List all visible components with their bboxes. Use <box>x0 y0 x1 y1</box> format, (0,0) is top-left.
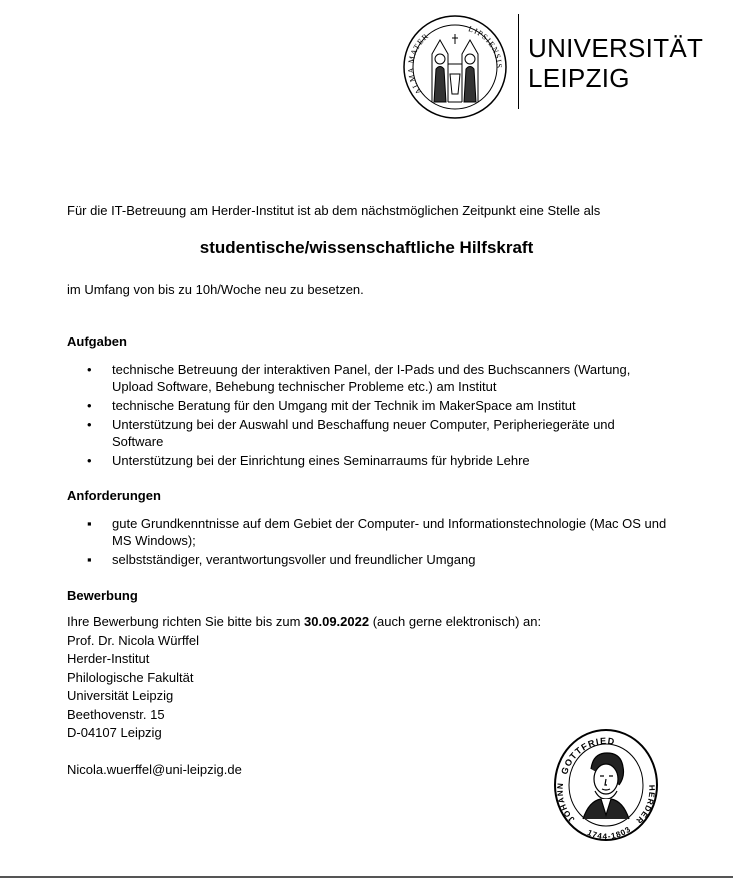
application-block <box>67 613 541 743</box>
herder-seal-text-right: HERDER <box>633 784 657 826</box>
address-line: Universität Leipzig <box>67 688 174 703</box>
footer-rule <box>0 876 733 878</box>
requirements-list <box>67 515 667 570</box>
bullet-icon: • <box>87 362 92 377</box>
svg-text:ALMA MATER <box>406 31 430 96</box>
university-wordmark <box>528 33 703 93</box>
list-item: • technische Betreuung der interaktiven Panel, der I-Pads und des Buchscanners (Wartung, Upload Software, Behebung technischer Probleme etc.) am Institut <box>87 362 631 394</box>
address-line: Herder-Institut <box>67 651 150 666</box>
bullet-icon: • <box>87 417 92 432</box>
herder-portrait-icon <box>583 753 629 819</box>
contact-email[interactable]: Nicola.wuerffel@uni-leipzig.de <box>67 762 242 777</box>
application-heading: Bewerbung <box>67 588 138 603</box>
bullet-icon: • <box>87 398 92 413</box>
seal-text-left: ALMA MATER <box>406 31 431 97</box>
seal-text-right: LIPSIENSIS <box>467 24 504 70</box>
logo-divider <box>518 14 519 109</box>
square-bullet-icon: ▪ <box>87 516 92 531</box>
bullet-icon: • <box>87 453 92 468</box>
herder-seal-years: 1744-1803 <box>585 824 633 842</box>
square-bullet-icon: ▪ <box>87 552 92 567</box>
svg-text:LIPSIENSIS <box>467 24 503 69</box>
address-line: Beethovenstr. 15 <box>67 706 165 722</box>
tasks-heading: Aufgaben <box>67 334 127 349</box>
address-line: Prof. Dr. Nicola Würffel <box>67 632 199 648</box>
intro-text: Für die IT-Betreuung am Herder-Institut ist ab dem nächstmöglichen Zeitpunkt eine Stelle als <box>67 203 601 218</box>
svg-text:HERDER <box>634 785 657 826</box>
list-item: • technische Beratung für den Umgang mit der Technik im MakerSpace am Institut <box>87 398 576 413</box>
tasks-list <box>67 361 667 471</box>
university-seal <box>402 14 508 120</box>
svg-text:JOHANN <box>556 782 577 824</box>
wordmark-line-2: LEIPZIG <box>528 63 630 93</box>
herder-seal-text-left: JOHANN <box>555 781 577 824</box>
list-item: • Unterstützung bei der Einrichtung eines Seminarraums für hybride Lehre <box>87 453 530 468</box>
requirements-heading: Anforderungen <box>67 488 161 503</box>
deadline-date: 30.09.2022 <box>304 614 370 629</box>
address-line: D-04107 Leipzig <box>67 725 162 740</box>
list-item: • Unterstützung bei der Auswahl und Beschaffung neuer Computer, Peripheriegeräte und Software <box>87 417 615 449</box>
svg-text:1744-1803 <box>586 825 633 842</box>
herder-seal <box>553 727 659 843</box>
wordmark-line-1: UNIVERSITÄT <box>528 33 704 63</box>
application-sentence: Ihre Bewerbung richten Sie bitte bis zum 30.09.2022 (auch gerne elektronisch) an: <box>67 614 542 629</box>
list-item: ▪ gute Grundkenntnisse auf dem Gebiet der Computer- und Informationstechnologie (Mac OS und MS Windows); <box>87 516 667 548</box>
herder-seal-text-top: GOTTFRIED <box>559 735 617 776</box>
address-line: Philologische Fakultät <box>67 669 194 685</box>
scope-text: im Umfang von bis zu 10h/Woche neu zu besetzen. <box>67 282 364 297</box>
list-item: ▪ selbstständiger, verantwortungsvoller und freundlicher Umgang <box>87 552 476 567</box>
position-title: studentische/wissenschaftliche Hilfskraft <box>199 238 534 257</box>
